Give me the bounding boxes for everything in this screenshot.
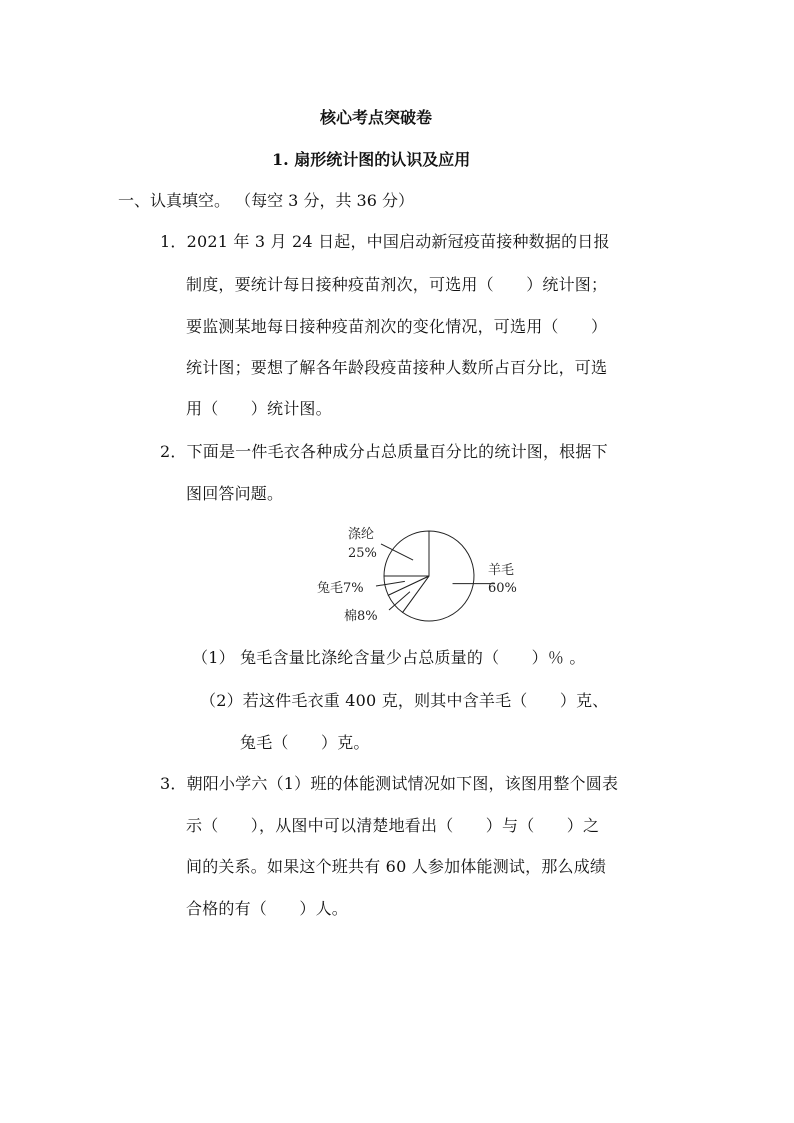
question-1-line: 用（ ）统计图。 (186, 399, 332, 418)
pie-slice-3 (384, 531, 429, 576)
pie-label-wool: 羊毛 (488, 563, 515, 578)
pie-value-wool: 60% (488, 581, 517, 596)
question-2-line: 2．下面是一件毛衣各种成分占总质量百分比的统计图，根据下 (160, 442, 608, 461)
question-2-sub-2: （2）若这件毛衣重 400 克，则其中含羊毛（ ）克、 (200, 691, 609, 710)
question-3-line: 间的关系。如果这个班共有 60 人参加体能测试，那么成绩 (186, 857, 607, 876)
question-3-line: 合格的有（ ）人。 (186, 899, 349, 918)
question-2-line: 图回答问题。 (186, 484, 284, 503)
section-heading: 一、认真填空。 （每空 3 分，共 36 分） (118, 191, 414, 210)
page-subtitle: 1. 扇形统计图的认识及应用 (272, 150, 471, 169)
question-2-sub-2-continued: 兔毛（ ）克。 (240, 733, 370, 752)
question-3-line: 3．朝阳小学六（1）班的体能测试情况如下图，该图用整个圆表 (160, 774, 619, 793)
pie-label-polyester: 涤纶 (348, 527, 375, 542)
pie-label-rabbit: 兔毛7% (317, 581, 364, 596)
pie-value-polyester: 25% (348, 546, 377, 561)
pie-label-cotton: 棉8% (344, 609, 378, 624)
pie-chart (0, 520, 794, 640)
question-3-line: 示（ ），从图中可以清楚地看出（ ）与（ ）之 (186, 816, 600, 835)
question-1-line: 1．2021 年 3 月 24 日起，中国启动新冠疫苗接种数据的日报 (160, 232, 610, 251)
question-1-line: 统计图；要想了解各年龄段疫苗接种人数所占百分比，可选 (186, 358, 608, 377)
question-2-sub-1: （1） 兔毛含量比涤纶含量少占总质量的（ ）％ 。 (192, 648, 586, 667)
question-1-line: 要监测某地每日接种疫苗剂次的变化情况，可选用（ ） (186, 317, 608, 336)
page-title: 核心考点突破卷 (320, 108, 433, 127)
question-1-line: 制度，要统计每日接种疫苗剂次，可选用（ ）统计图； (186, 275, 608, 294)
